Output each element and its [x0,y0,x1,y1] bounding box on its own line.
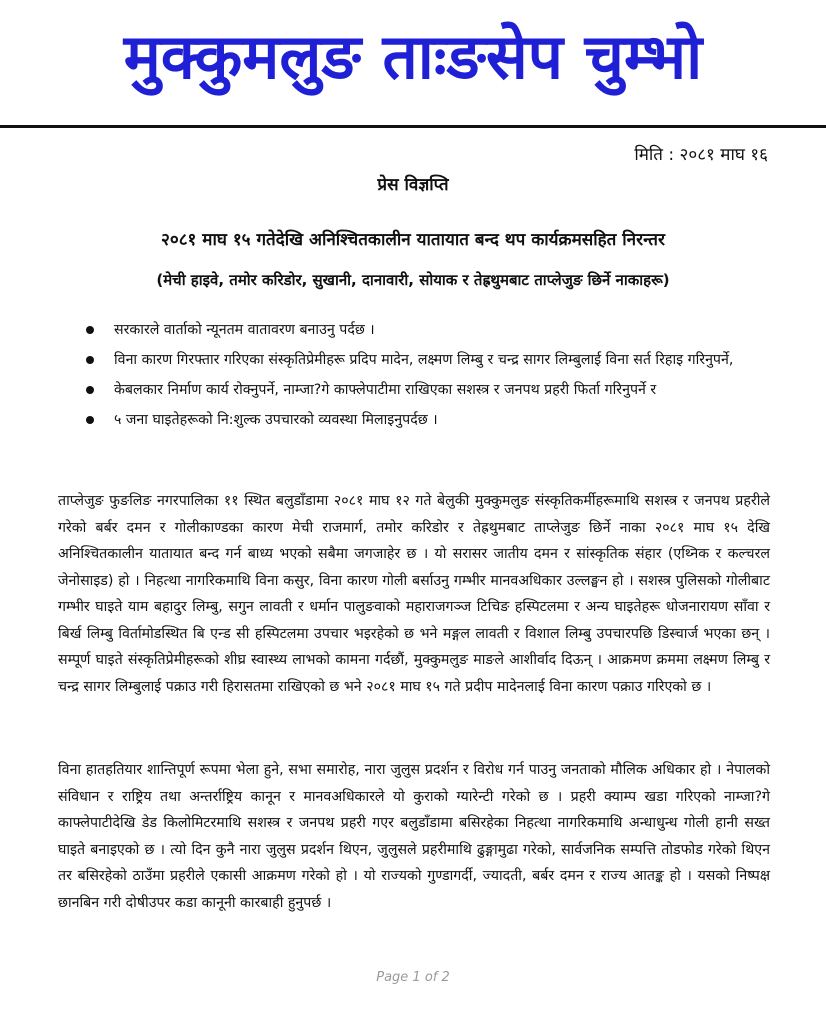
demand-text: सरकारले वार्ताको न्यूनतम वातावरण बनाउनु पर्दछ । [114,322,375,338]
bullet-icon [86,356,94,364]
demand-text: केबलकार निर्माण कार्य रोक्नुपर्ने, नाम्जा?गे काफ्लेपाटीमा राखिएका सशस्त्र र जनपथ प्रहरी फिर्ता गरिनुपर्ने र [114,382,657,398]
sub-heading: (मेची हाइवे, तमोर करिडोर, सुखानी, दानावारी, सोयाक र तेह्रथुमबाट ताप्लेजुङ छिर्ने नाकाहरू) [156,271,670,289]
demand-item [86,378,776,402]
demands-list [86,318,776,438]
demand-item [86,348,776,372]
masthead [0,14,826,100]
header-divider [0,125,826,128]
body-paragraph: विना हातहतियार शान्तिपूर्ण रूपमा भेला हुने, सभा समारोह, नारा जुलुस प्रदर्शन र विरोध गर्न पाउनु जनताको मौलिक अधिकार हो । नेपालको संविधान र राष्ट्रिय तथा अन्तर्राष्ट्रिय कानून र मानवअधिकारले यो कुराको ग्यारेन्टी गरेको छ । प्रहरी क्याम्प खडा गरिएको नाम्जा?गे काफ्लेपाटीदेखि डेड किलोमिटरमाथि सशस्त्र र जनपथ प्रहरी गएर बलुडाँडामा बसिरहेका निहत्था नागरिकमाथि अन्धाधुन्ध गोली हानी सख्त घाइते बनाइएको छ । त्यो दिन कुनै नारा जुलुस प्रदर्शन थिएन, जुलुसले प्रहरीमाथि ढुङ्गामुढा गरेको, सार्वजनिक सम्पत्ति तोडफोड गरेको थिएन तर बसिरहेको ठाउँमा प्रहरीले एकासी आक्रमण गरेको हो । यो राज्यको गुण्डागर्दी, ज्यादती, बर्बर दमन र राज्य आतङ्क हो । यसको निष्पक्ष छानबिन गरी दोषीउपर कडा कानूनी कारबाही हुनुपर्छ । [58,762,770,911]
date-line: मिति : २०८१ माघ १६ [634,145,768,165]
bullet-icon [86,416,94,424]
page-number: Page 1 of 2 [376,970,450,985]
demand-item [86,408,776,432]
main-heading: २०८१ माघ १५ गतेदेखि अनिश्चितकालीन यातायात बन्द थप कार्यक्रमसहित निरन्तर [161,230,665,250]
demand-item [86,318,776,342]
demand-text: ५ जना घाइतेहरूको नि:शुल्क उपचारको व्यवस्था मिलाइनुपर्दछ । [114,412,438,428]
body-paragraph: ताप्लेजुङ फुङलिङ नगरपालिका ११ स्थित बलुडाँडामा २०८१ माघ १२ गते बेलुकी मुक्कुमलुङ संस्कृतिकर्मीहरूमाथि सशस्त्र र जनपथ प्रहरीले गरेको बर्बर दमन र गोलीकाण्डका कारण मेची राजमार्ग, तमोर करिडोर र तेह्रथुमबाट ताप्लेजुङ छिर्ने नाका २०८१ माघ १५ देखि अनिश्चितकालीन यातायात बन्द गर्न बाध्य भएको सबैमा जगजाहेर छ । यो सरासर जातीय दमन र सांस्कृतिक संहार (एथ्निक र कल्चरल जेनोसाइड) हो । निहत्था नागरिकमाथि विना कसुर, विना कारण गोली बर्साउनु गम्भीर मानवअधिकार उल्लङ्घन हो । सशस्त्र पुलिसको गोलीबाट गम्भीर घाइते याम बहादुर लिम्बु, सगुन लावती र धर्मान पालुङवाको महाराजगञ्ज टिचिङ हस्पिटलमा र अन्य घाइतेहरू धोजनारायण साँवा र बिर्ख लिम्बु विर्तामोडस्थित बि एन्ड सी हस्पिटलमा उपचार भइरहेको छ भने मङ्गल लावती र विशाल लिम्बु उपचारपछि डिस्चार्ज भएका छन् । सम्पूर्ण घाइते संस्कृतिप्रेमीहरूको शीघ्र स्वास्थ्य लाभको कामना गर्दछौं, मुक्कुमलुङ माङले आशीर्वाद दिऊन् । आक्रमण क्रममा लक्ष्मण लिम्बु र चन्द्र सागर लिम्बुलाई पक्राउ गरी हिरासतमा राखिएको छ भने २०८१ माघ १५ गते प्रदीप मादेनलाई विना कारण पक्राउ गरिएको छ । [58,493,770,695]
demand-text: विना कारण गिरफ्तार गरिएका संस्कृतिप्रेमीहरू प्रदिप मादेन, लक्ष्मण लिम्बु र चन्द्र सागर लिम्बुलाई विना सर्त रिहाइ गरिनुपर्ने, [114,352,734,368]
organization-title: मुक्कुमलुङ ताःङसेप चुम्भो [123,20,703,93]
bullet-icon [86,326,94,334]
bullet-icon [86,386,94,394]
press-release-title: प्रेस विज्ञप्ति [377,175,449,195]
